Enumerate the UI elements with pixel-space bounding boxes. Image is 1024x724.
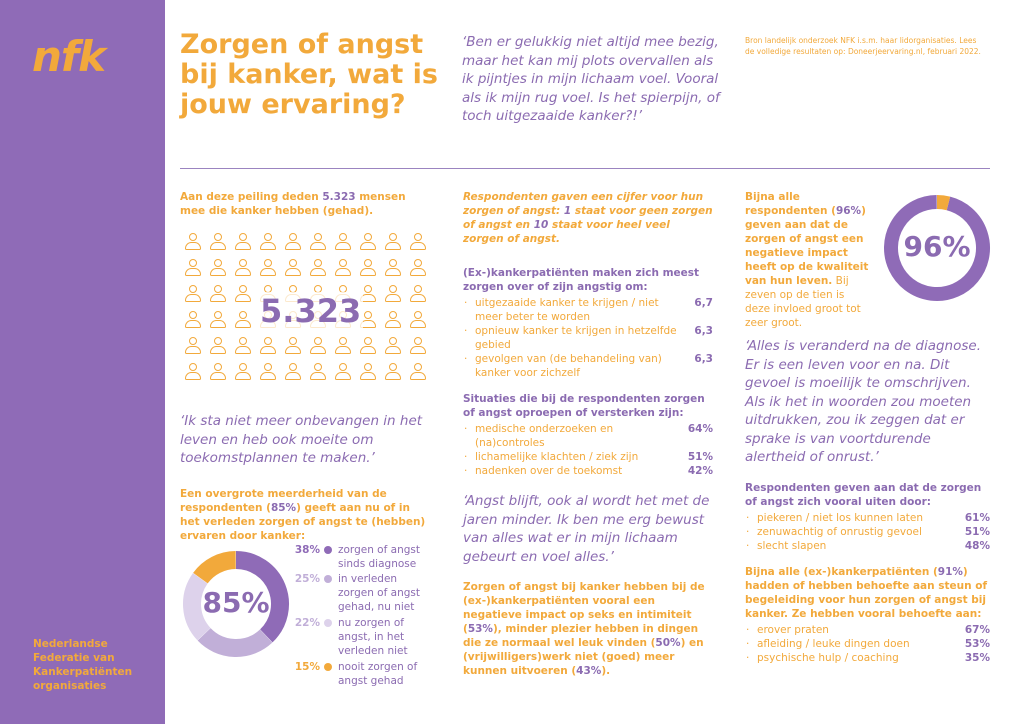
- person-icon: [283, 258, 303, 278]
- list-item-value: 53%: [964, 637, 990, 650]
- list-item: [745, 525, 990, 539]
- donut-96: [883, 194, 991, 302]
- score-intro: [463, 190, 713, 246]
- list-item: [745, 623, 990, 637]
- list-item-value: 51%: [687, 451, 713, 463]
- legend-dot: [324, 663, 332, 671]
- person-icon: [233, 336, 253, 356]
- legend-text: nu zorgen of angst, in het verleden niet: [338, 617, 408, 657]
- list-item-value: 42%: [687, 465, 713, 477]
- person-icon: [358, 336, 378, 356]
- donut-85-segment: [204, 634, 266, 648]
- list-item: [463, 450, 713, 464]
- person-icon: [208, 232, 228, 252]
- list-item-text: · psychische hulp / coaching: [757, 651, 899, 664]
- donut-96-remainder: [937, 202, 948, 203]
- express-heading: Respondenten geven aan dat de zorgen of angst zich vooral uiten door:: [745, 481, 982, 508]
- person-icon: [333, 336, 353, 356]
- impact-pct-3: 43%: [576, 665, 602, 677]
- quality-b: ) geven aan dat de zorgen of angst een negatieve impact heeft op de kwaliteit van hun leven.: [745, 205, 869, 287]
- person-icon: [383, 362, 403, 382]
- person-icon: [283, 232, 303, 252]
- legend-pct: 25%: [294, 573, 320, 585]
- person-icon: [233, 310, 253, 330]
- participants-intro-text-end: mensen mee die kanker hebben (gehad).: [180, 191, 406, 217]
- person-icon: [383, 336, 403, 356]
- list-item: [745, 637, 990, 651]
- impact-b: ), minder plezier hebben in dingen die ze normaal wel leuk vinden (: [463, 623, 699, 649]
- person-icon: [308, 336, 328, 356]
- quality-c: Bij zeven op de tien is deze invloed groot tot zeer groot.: [745, 275, 861, 329]
- person-icon: [233, 362, 253, 382]
- score-min: 1: [563, 205, 572, 217]
- quality-a: Bijna alle respondenten (: [745, 191, 836, 217]
- worries-heading: (Ex-)kankerpatiënten maken zich meest zorgen over of zijn angstig om:: [463, 267, 700, 293]
- person-icon: [258, 336, 278, 356]
- list-item-text: · gevolgen van (de behandeling van) kanker voor zichzelf: [475, 353, 662, 379]
- person-icon: [208, 310, 228, 330]
- majority-pct-inline: 85%: [270, 502, 297, 514]
- list-item-value: 6,3: [694, 325, 713, 337]
- support-text: [745, 565, 990, 621]
- person-icon: [183, 336, 203, 356]
- legend-text: zorgen of angst sinds diagnose: [338, 544, 420, 570]
- person-icon: [383, 284, 403, 304]
- donut-96-label: 96%: [903, 230, 971, 263]
- person-icon: [283, 362, 303, 382]
- person-icon: [408, 336, 428, 356]
- person-icon: [383, 258, 403, 278]
- person-icon: [233, 258, 253, 278]
- impact-pct-2: 50%: [655, 637, 681, 649]
- majority-text-b: ) geeft aan nu of in het verleden zorgen of angst te (hebben) ervaren door kanker:: [180, 502, 426, 542]
- legend-dot: [324, 546, 332, 554]
- person-icon: [358, 232, 378, 252]
- score-intro-a: Respondenten gaven een cijfer voor hun zorgen of angst:: [463, 191, 704, 217]
- list-item-value: 6,3: [694, 353, 713, 365]
- express-list: [745, 511, 990, 553]
- legend-pct: 15%: [294, 661, 320, 673]
- quote-future: ‘Ik sta niet meer onbevangen in het leven en heb ook moeite om toekomstplannen te maken.’: [180, 413, 423, 466]
- quote-alles-veranderd: ‘Alles is veranderd na de diagnose. Er is een leven voor en na. Dit gevoel is moeilijk te omschrijven. Als ik het in woorden zou moeten uitdrukken, zou ik zeggen dat er sprake is van voortdurende alertheid of onrust.’: [745, 338, 981, 465]
- list-item-text: · slecht slapen: [757, 539, 827, 552]
- column-impact-lower: [745, 337, 990, 665]
- score-intro-b: staat voor geen zorgen of angst en: [463, 205, 713, 231]
- impact-pct-1: 53%: [467, 623, 493, 635]
- person-icon: [358, 258, 378, 278]
- worries-list: [463, 296, 713, 380]
- nfk-logo: nfk: [32, 32, 106, 81]
- person-icon: [408, 310, 428, 330]
- list-item-text: · afleiding / leuke dingen doen: [757, 637, 910, 650]
- support-pct: 91%: [937, 565, 963, 578]
- column-participants: [180, 190, 435, 218]
- participants-intro: [180, 190, 410, 218]
- support-b: ) hadden of hebben behoefte aan steun of begeleiding voor hun zorgen of angst bij kanker. Ze hebben vooral behoefte aan:: [745, 565, 988, 620]
- participants-intro-text: Aan deze peiling deden: [180, 191, 323, 203]
- impact-a: Zorgen of angst bij kanker hebben bij de (ex-)kankerpatiënten vooral een negatieve impact op seks en intimiteit (: [463, 581, 705, 635]
- person-icon: [308, 362, 328, 382]
- quality-pct: 96%: [835, 205, 862, 217]
- list-item: [463, 324, 713, 352]
- legend-dot: [324, 619, 332, 627]
- participants-count-inline: 5.323: [322, 191, 356, 203]
- support-a: Bijna alle (ex-)kankerpatiënten (: [745, 565, 938, 578]
- situations-heading: Situaties die bij de respondenten zorgen of angst oproepen of versterken zijn:: [463, 393, 705, 419]
- person-icon: [208, 258, 228, 278]
- page-title: Zorgen of angst bij kanker, wat is jouw ervaring?: [180, 29, 438, 120]
- person-icon: [308, 232, 328, 252]
- person-icon: [408, 284, 428, 304]
- score-intro-c: staat voor heel veel zorgen of angst.: [463, 219, 670, 245]
- legend-item: [294, 572, 434, 614]
- donut-85-segment: [200, 560, 235, 578]
- column-worries: [463, 190, 713, 678]
- legend-pct: 38%: [294, 544, 320, 556]
- person-icon: [208, 336, 228, 356]
- list-item-value: 64%: [687, 423, 713, 435]
- person-icon: [358, 362, 378, 382]
- list-item: [463, 464, 713, 478]
- person-icon: [283, 336, 303, 356]
- legend-item: [294, 616, 434, 658]
- majority-text: [180, 487, 430, 543]
- list-item: [745, 511, 990, 525]
- score-max: 10: [533, 219, 549, 231]
- person-icon: [408, 362, 428, 382]
- person-icon: [383, 232, 403, 252]
- quote-angst: ‘Angst blijft, ook al wordt het met de jaren minder. Ik ben me erg bewust van alles wat er in mijn lichaam gebeurt en voel alles.’: [463, 493, 710, 565]
- support-list: [745, 623, 990, 665]
- list-item: [463, 422, 713, 450]
- impact-text: [463, 580, 713, 678]
- person-icon: [308, 258, 328, 278]
- list-item-text: · lichamelijke klachten / ziek zijn: [475, 451, 639, 463]
- person-icon: [408, 258, 428, 278]
- list-item-text: · zenuwachtig of onrustig gevoel: [757, 525, 922, 538]
- list-item: [463, 352, 713, 380]
- donut-85: [182, 550, 290, 658]
- list-item-value: 51%: [964, 525, 990, 538]
- sidebar: [0, 0, 165, 724]
- list-item-value: 35%: [964, 651, 990, 664]
- legend-dot: [324, 575, 332, 583]
- person-icon: [383, 310, 403, 330]
- majority-text-a: Een overgrote meerderheid van de respondenten (: [180, 488, 387, 514]
- list-item: [463, 296, 713, 324]
- list-item-value: 67%: [964, 623, 990, 636]
- person-icon: [208, 284, 228, 304]
- legend-text: nooit zorgen of angst gehad: [338, 661, 418, 687]
- person-icon: [333, 232, 353, 252]
- legend-text: in verleden zorgen of angst gehad, nu niet: [338, 573, 420, 613]
- quality-impact-text: [745, 190, 870, 330]
- person-icon: [208, 362, 228, 382]
- list-item-text: · uitgezaaide kanker te krijgen / niet meer beter te worden: [475, 297, 659, 323]
- person-icon: [408, 232, 428, 252]
- org-name: Nederlandse Federatie van Kankerpatiënten organisaties: [33, 638, 133, 692]
- list-item-text: · medische onderzoeken en (na)controles: [475, 423, 614, 449]
- list-item: [745, 651, 990, 665]
- legend-pct: 22%: [294, 617, 320, 629]
- list-item: [745, 539, 990, 553]
- donut-85-label: 85%: [202, 586, 270, 619]
- list-item-text: · erover praten: [757, 623, 829, 636]
- person-icon: [183, 258, 203, 278]
- impact-d: ).: [601, 665, 611, 677]
- legend-item: [294, 660, 434, 688]
- person-icon: [233, 284, 253, 304]
- person-icon: [258, 258, 278, 278]
- list-item-text: · opnieuw kanker te krijgen in hetzelfde gebied: [475, 325, 677, 351]
- list-item-text: · piekeren / niet los kunnen laten: [757, 511, 924, 524]
- list-item-value: 61%: [964, 511, 990, 524]
- hero-quote: ‘Ben er gelukkig niet altijd mee bezig, maar het kan mij plots overvallen als ik pijntjes in mijn lichaam voel. Vooral als ik mijn rug voel. Is het spierpijn, of toch uitgezaaide kanker?!’: [462, 34, 720, 124]
- person-icon: [233, 232, 253, 252]
- person-icon: [333, 362, 353, 382]
- person-icon: [183, 284, 203, 304]
- header-divider: [180, 168, 990, 169]
- person-icon: [183, 310, 203, 330]
- person-icon: [258, 232, 278, 252]
- person-icon: [258, 362, 278, 382]
- situations-list: [463, 422, 713, 478]
- legend-item: [294, 543, 434, 571]
- participants-big-number: 5.323: [260, 292, 362, 330]
- impact-c: ) en (vrijwilligers)werk niet (goed) meer kunnen uitvoeren (: [463, 637, 704, 677]
- person-icon: [333, 258, 353, 278]
- list-item-value: 6,7: [694, 297, 713, 309]
- person-icon: [183, 362, 203, 382]
- list-item-value: 48%: [964, 539, 990, 552]
- source-note: Bron landelijk onderzoek NFK i.s.m. haar lidorganisaties. Lees de volledige resultaten op: Doneerjeervaring.nl, februari 2022.: [745, 36, 981, 56]
- person-icon: [183, 232, 203, 252]
- list-item-text: · nadenken over de toekomst: [475, 465, 623, 477]
